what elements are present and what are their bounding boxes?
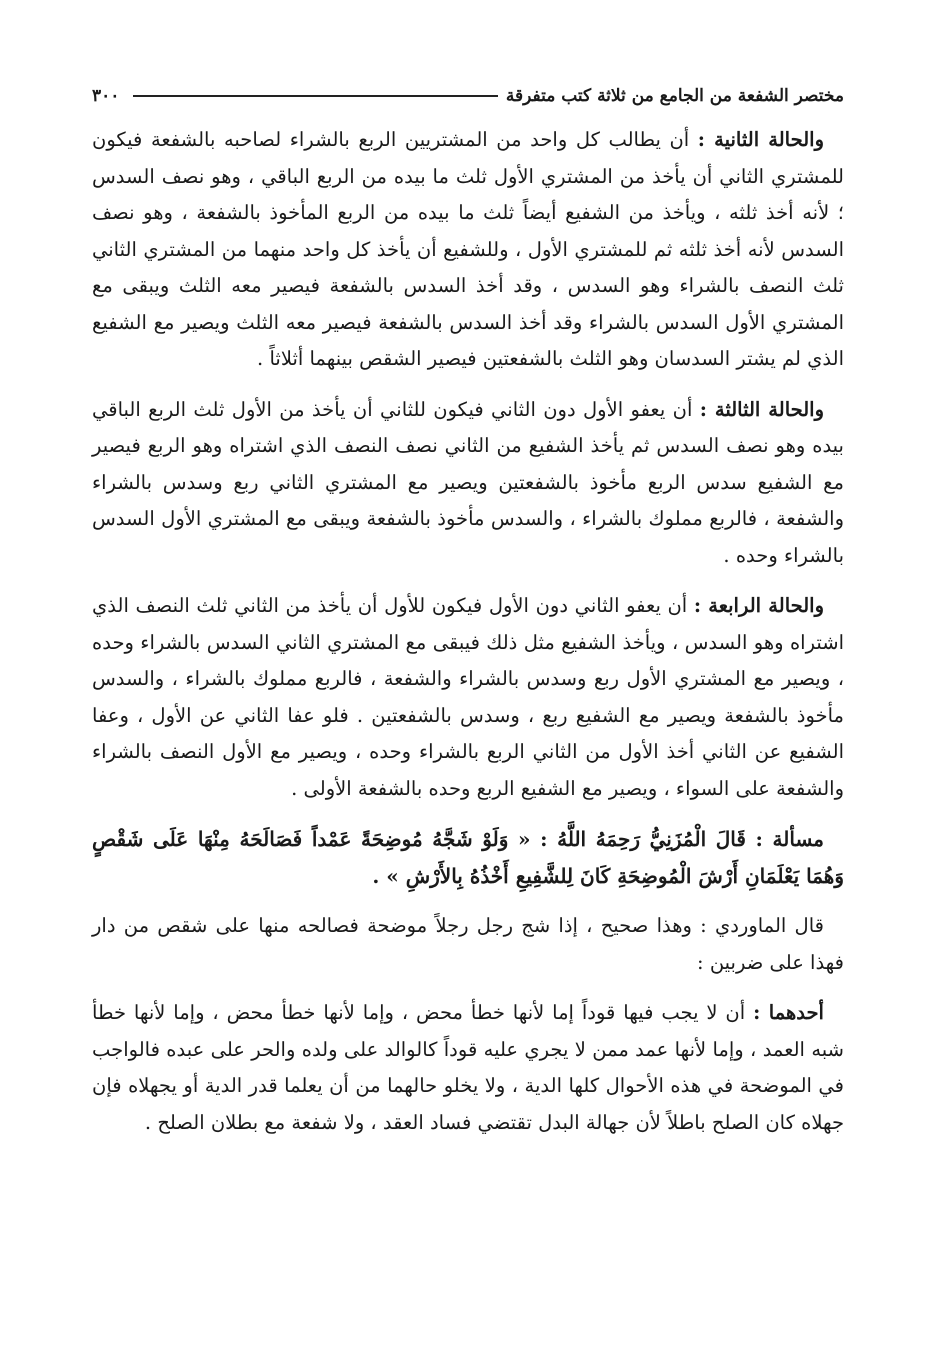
paragraph-text: أن يعفو الثاني دون الأول فيكون للأول أن يأخذ من الثاني ثلث النصف الذي اشتراه وهو السدس ، ويأخذ الشفيع مثل ذلك فيبقى مع المشتري الثاني السدس بالشراء وحده ، ويصير مع المشتري الأول ربع وسدس بالشراء والشفعة ، فالربع مملوك بالشراء ، والسدس مأخوذ بالشفعة ويصير مع الشفيع ربع ، وسدس بالشفعتين . فلو عفا الثاني عن الأول ، وعفا الشفيع عن الثاني أخذ الأول من الثاني الربع بالشراء وحده ، ويصير مع الأول النصف بالشراء والشفعة على السواء ، ويصير مع الشفيع الربع وحده بالشفعة الأولى .	[92, 594, 844, 800]
paragraph-first-type	[92, 995, 844, 1141]
paragraph-lead: مسألة :	[755, 827, 825, 851]
paragraph-fourth-case	[92, 588, 844, 807]
paragraph-lead: والحالة الثانية :	[697, 128, 824, 151]
paragraph-text: أن لا يجب فيها قوداً إما لأنها خطأ محض ، وإما لأنها خطأ محض ، وإما لأنها خطأ شبه العمد ، وإما لأنها عمد ممن لا يجري عليه قوداً كالوالد على ولده والحر على عبده فالواجب في الموضحة في هذه الأحوال كلها الدية ، ولا يخلو حالهما من أن يعلما قدر الدية أو يجهلاه فإن جهلاه كان الصلح باطلاً لأن جهالة البدل تقتضي فساد العقد ، ولا شفعة مع بطلان الصلح .	[92, 1001, 844, 1134]
quoted-text: قَالَ الْمُزَنِيُّ رَحِمَهُ اللَّهُ : « وَلَوْ شَجَّهُ مُوضِحَةً عَمْداً فَصَالَحَهُ مِنْهَا عَلَى شَقْصٍ وَهُمَا يَعْلَمَانِ أَرْشَ الْمُوضِحَةِ كَانَ لِلشَّفِيعِ أَخْذُهُ بِالأَرْشِ » .	[92, 827, 844, 888]
paragraph-mawardi	[92, 908, 844, 981]
page-header	[92, 80, 844, 112]
paragraph-mas-ala	[92, 821, 844, 894]
header-rule	[133, 95, 497, 97]
paragraph-text: قال الماوردي : وهذا صحيح ، إذا شج رجل رجلاً موضحة فصالحه منها على شقص من دار فهذا على ضربين :	[92, 914, 844, 974]
paragraph-third-case	[92, 392, 844, 575]
book-page	[92, 80, 844, 1155]
paragraph-lead: والحالة الثالثة :	[699, 397, 824, 421]
running-title: مختصر الشفعة من الجامع من ثلاثة كتب متفرقة	[505, 86, 844, 106]
paragraph-lead: والحالة الرابعة :	[693, 594, 824, 617]
paragraph-text: أن يطالب كل واحد من المشتريين الربع بالشراء لصاحبه بالشفعة فيكون للمشتري الثاني أن يأخذ من المشتري الأول ثلث ما بيده من الربع الباقي ، وهو نصف السدس ؛ لأنه أخذ ثلثه ، ويأخذ من الشفيع أيضاً ثلث ما بيده من الربع المأخوذ بالشفعة ، وهو نصف السدس لأنه أخذ ثلثه ثم للمشتري الأول ، وللشفيع أن يأخذ كل واحد منهما من المشتري الثاني ثلث النصف بالشراء وهو السدس ، وقد أخذ السدس بالشفعة فيصير معه الثلث ويبقى مع المشتري الأول السدس بالشراء وقد أخذ السدس بالشفعة فيصير معه الثلث ويصير مع الشفيع الذي لم يشتر السدسان وهو الثلث بالشفعتين فيصير الشقص بينهما أثلاثاً .	[92, 128, 844, 370]
paragraph-second-case	[92, 122, 844, 378]
paragraph-text: أن يعفو الأول دون الثاني فيكون للثاني أن يأخذ من الأول ثلث الربع الباقي بيده وهو نصف السدس ثم يأخذ الشفيع من الثاني نصف النصف الذي اشتراه وهو الربع فيصير مع الشفيع سدس الربع مأخوذ بالشفعتين ويصير مع المشتري الثاني ربع وسدس بالشراء والشفعة ، فالربع مملوك بالشراء ، والسدس مأخوذ بالشفعة ويبقى مع المشتري الأول السدس بالشراء وحده .	[92, 397, 844, 567]
paragraph-lead: أحدهما :	[753, 1001, 824, 1024]
page-number: ٣٠٠	[92, 86, 120, 106]
